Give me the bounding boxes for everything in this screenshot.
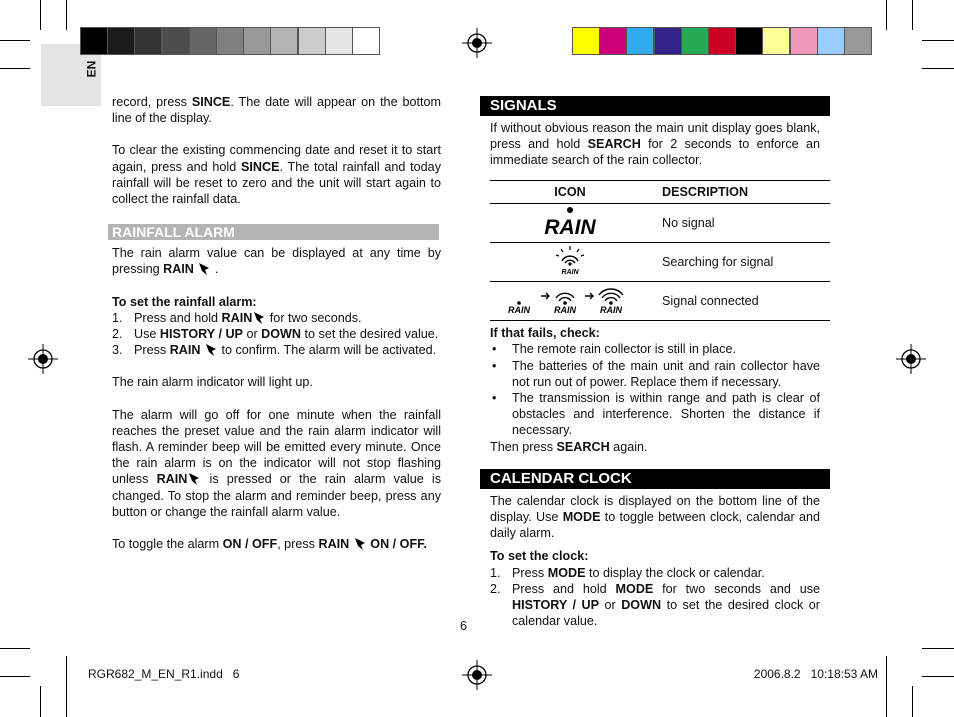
alarm-steps-list bbox=[112, 310, 441, 359]
paragraph: If without obvious reason the main unit display goes blank, press and hold SEARCH for 2 seconds to enforce an immediate search of the rain collector. bbox=[490, 121, 820, 168]
color-swatch bbox=[791, 28, 817, 54]
svg-text:RAIN: RAIN bbox=[544, 215, 596, 237]
paragraph: To toggle the alarm ON / OFF, press RAIN ON / OFF. bbox=[112, 537, 427, 552]
registration-mark-icon bbox=[896, 344, 926, 374]
page-number: 6 bbox=[460, 619, 468, 633]
check-bullet-list bbox=[490, 341, 820, 438]
color-swatch bbox=[573, 28, 599, 54]
subheading: If that fails, check: bbox=[490, 326, 600, 341]
registration-mark-icon bbox=[28, 344, 58, 374]
registration-mark-icon bbox=[462, 28, 492, 58]
color-swatch bbox=[709, 28, 735, 54]
rain-no-signal-icon bbox=[543, 205, 597, 237]
paragraph: The alarm will go off for one minute when the rainfall reaches the preset value and the rain alarm indicator will flash. A reminder beep will be emitted every minute. Once the rain alarm is on the indicator will not stop flashing unless RAIN is pressed or the rain alarm value is changed. To stop the alarm and reminder beep, press any button or change the rainfall alarm value. bbox=[112, 407, 441, 519]
color-swatch bbox=[736, 28, 762, 54]
color-swatch bbox=[818, 28, 844, 54]
color-swatch bbox=[271, 28, 297, 54]
list-item: 2. Use HISTORY / UP or DOWN to set the desired value. bbox=[112, 327, 439, 342]
color-swatch bbox=[163, 28, 189, 54]
crop-mark bbox=[40, 0, 41, 30]
color-swatch bbox=[190, 28, 216, 54]
color-swatch bbox=[682, 28, 708, 54]
table-row bbox=[490, 203, 830, 242]
list-item: 1. Press and hold RAIN for two seconds. bbox=[112, 310, 362, 325]
crop-mark bbox=[886, 656, 887, 717]
section-header-calendar-clock: CALENDAR CLOCK bbox=[480, 469, 830, 489]
table-cell: Searching for signal bbox=[650, 242, 830, 281]
alarm-bell-icon bbox=[353, 537, 367, 551]
paragraph: The rain alarm indicator will light up. bbox=[112, 375, 313, 390]
list-item: • The remote rain collector is still in place. bbox=[492, 342, 736, 357]
alarm-bell-icon bbox=[204, 343, 218, 357]
left-column bbox=[112, 94, 441, 552]
paragraph: record, press SINCE. The date will appear on the bottom line of the display. bbox=[112, 95, 441, 126]
color-swatch bbox=[353, 28, 379, 54]
crop-mark bbox=[886, 0, 887, 30]
crop-mark bbox=[66, 656, 67, 717]
alarm-bell-icon bbox=[187, 472, 201, 486]
table-row bbox=[490, 282, 830, 321]
crop-mark bbox=[0, 648, 30, 649]
alarm-bell-icon bbox=[197, 262, 211, 276]
color-swatch bbox=[655, 28, 681, 54]
signal-icon-table bbox=[490, 180, 830, 321]
table-header-row bbox=[490, 180, 830, 203]
crop-mark bbox=[922, 40, 954, 41]
color-swatch bbox=[600, 28, 626, 54]
table-cell: Signal connected bbox=[650, 282, 830, 321]
crop-mark bbox=[922, 68, 954, 69]
table-cell bbox=[490, 203, 650, 242]
table-cell bbox=[490, 242, 650, 281]
list-item: 3. Press RAIN to confirm. The alarm will be activated. bbox=[112, 343, 437, 358]
crop-mark bbox=[0, 40, 30, 41]
color-swatch bbox=[81, 28, 107, 54]
crop-mark bbox=[40, 686, 41, 717]
list-item: • The batteries of the main unit and rain collector have not run out of power. Replace them if necessary. bbox=[492, 358, 820, 389]
paragraph: Then press SEARCH again. bbox=[490, 439, 648, 454]
table-header-cell: DESCRIPTION bbox=[650, 180, 830, 203]
alarm-bell-icon bbox=[252, 311, 266, 325]
paragraph: To clear the existing commencing date and reset it to start again, press and hold SINCE. The total rainfall and today rainfall will be reset to zero and the unit will start again to collect the rainfall data. bbox=[112, 143, 441, 207]
clock-steps-list bbox=[490, 565, 820, 630]
color-swatch bbox=[217, 28, 243, 54]
svg-text:RAIN: RAIN bbox=[554, 305, 576, 316]
crop-mark bbox=[0, 676, 30, 677]
color-swatch bbox=[763, 28, 789, 54]
table-cell bbox=[490, 282, 650, 321]
subheading: To set the clock: bbox=[490, 549, 589, 564]
color-swatch bbox=[845, 28, 871, 54]
svg-text:RAIN: RAIN bbox=[600, 305, 622, 316]
table-header-cell: ICON bbox=[490, 180, 650, 203]
color-swatch bbox=[108, 28, 134, 54]
paragraph: The rain alarm value can be displayed at any time by pressing RAIN . bbox=[112, 246, 441, 277]
crop-mark bbox=[922, 648, 954, 649]
color-swatch bbox=[244, 28, 270, 54]
paragraph: The calendar clock is displayed on the bottom line of the display. Use MODE to toggle between clock, calendar and daily alarm. bbox=[490, 493, 820, 541]
subheading: To set the rainfall alarm: bbox=[112, 294, 257, 309]
color-swatch bbox=[627, 28, 653, 54]
list-item: 1. Press MODE to display the clock or calendar. bbox=[490, 565, 765, 580]
crop-mark bbox=[912, 0, 913, 30]
footer-timestamp: 2006.8.2 10:18:53 AM bbox=[753, 667, 878, 681]
registration-mark-icon bbox=[462, 660, 492, 690]
color-swatch bbox=[326, 28, 352, 54]
color-swatch bbox=[299, 28, 325, 54]
language-tab-label: EN bbox=[84, 60, 99, 78]
crop-mark bbox=[922, 676, 954, 677]
section-header-signals: SIGNALS bbox=[480, 96, 830, 116]
color-swatch bbox=[135, 28, 161, 54]
svg-text:RAIN: RAIN bbox=[508, 305, 530, 316]
right-column bbox=[480, 96, 830, 629]
table-row bbox=[490, 242, 830, 281]
list-item: • The transmission is within range and path is clear of obstacles and interference. Shorten the distance if necessary. bbox=[492, 391, 820, 438]
crop-mark bbox=[0, 68, 30, 69]
crop-mark bbox=[66, 0, 67, 30]
svg-text:RAIN: RAIN bbox=[561, 268, 579, 276]
rain-signal-sequence-icon bbox=[505, 283, 635, 315]
footer-file-name: RGR682_M_EN_R1.indd 6 bbox=[88, 667, 240, 681]
table-cell: No signal bbox=[650, 203, 830, 242]
crop-mark bbox=[912, 686, 913, 717]
rain-searching-icon bbox=[550, 244, 590, 276]
section-header-rainfall-alarm: RAINFALL ALARM bbox=[108, 224, 439, 240]
list-item: 2. Press and hold MODE for two seconds and use HISTORY / UP or DOWN to set the desired clock or calendar value. bbox=[490, 581, 821, 629]
